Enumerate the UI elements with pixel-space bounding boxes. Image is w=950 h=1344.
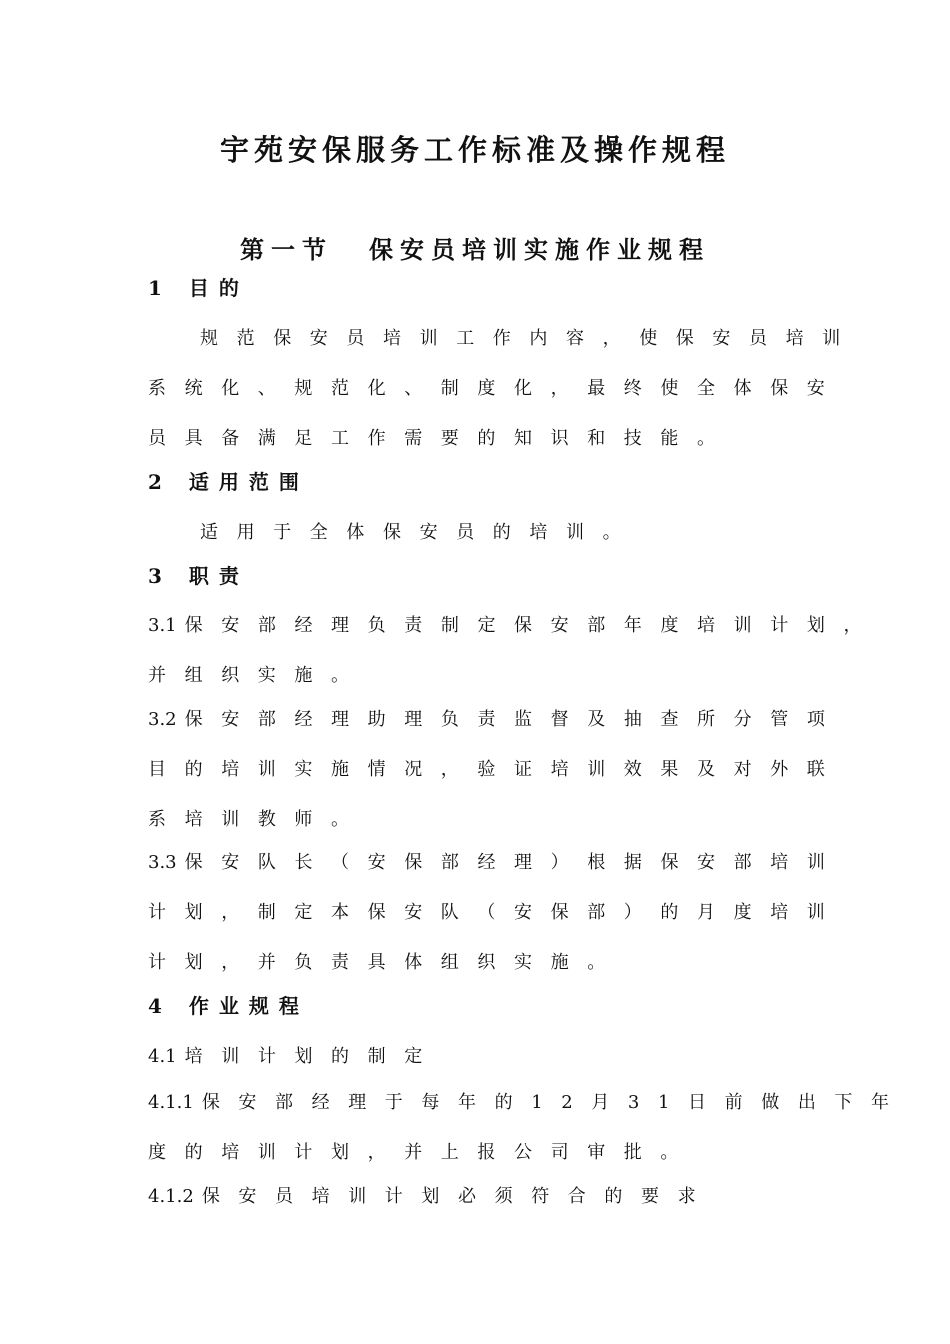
procedure-4-1-2	[148, 1182, 714, 1208]
section-name: 保安员培训实施作业规程	[369, 235, 710, 264]
document-title: 宇苑安保服务工作标准及操作规程	[219, 133, 730, 167]
procedure-4-1-1-number: 4.1.1	[148, 1092, 194, 1113]
purpose-line-1: 规范保安员培训工作内容，使保安员培训	[200, 328, 859, 349]
procedure-4-1-text: 培训计划的制定	[184, 1046, 441, 1067]
procedure-4-1-1-text: 保安部经理于每年的12月31日前做出下年	[201, 1092, 908, 1113]
duty-3-1-number: 3.1	[148, 615, 177, 636]
duty-3-2-line-2: 目的培训实施情况，验证培训效果及对外联	[148, 759, 844, 780]
duty-3-3-line-3: 计划，并负责具体组织实施。	[148, 952, 624, 973]
heading-purpose: 1 目的	[148, 276, 249, 300]
procedure-4-1	[148, 1042, 441, 1068]
duty-3-3-line-2: 计划，制定本保安队（安保部）的月度培训	[148, 902, 844, 923]
duty-3-2-line-3: 系培训教师。	[148, 809, 368, 830]
duty-3-3-number: 3.3	[148, 852, 177, 873]
duty-3-2-text: 保安部经理助理负责监督及抽查所分管项	[184, 709, 844, 730]
purpose-line-2: 系统化、规范化、制度化，最终使全体保安	[148, 378, 844, 399]
procedure-4-1-2-number: 4.1.2	[148, 1186, 194, 1207]
procedure-4-1-2-text: 保安员培训计划必须符合的要求	[201, 1186, 715, 1207]
duty-3-3-text: 保安队长（安保部经理）根据保安部培训	[184, 852, 844, 873]
duty-3-2-line-1	[148, 705, 843, 731]
purpose-line-3: 员具备满足工作需要的知识和技能。	[148, 428, 734, 449]
duty-3-2-number: 3.2	[148, 709, 177, 730]
duty-3-1-text: 保安部经理负责制定保安部年度培训计划，	[184, 615, 881, 636]
duty-3-1-line-1	[148, 611, 880, 637]
section-title	[0, 230, 950, 265]
heading-scope: 2 适用范围	[148, 470, 309, 494]
procedure-4-1-1-line-2: 度的培训计划，并上报公司审批。	[148, 1142, 697, 1163]
duty-3-1-line-2: 并组织实施。	[148, 665, 368, 686]
procedure-4-1-1-line-1	[148, 1088, 908, 1114]
duty-3-3-line-1	[148, 848, 843, 874]
heading-duties: 3 职责	[148, 564, 249, 588]
scope-line: 适用于全体保安员的培训。	[200, 522, 640, 543]
section-label: 第一节	[240, 235, 333, 264]
heading-procedure: 4 作业规程	[148, 994, 309, 1018]
procedure-4-1-number: 4.1	[148, 1046, 177, 1067]
